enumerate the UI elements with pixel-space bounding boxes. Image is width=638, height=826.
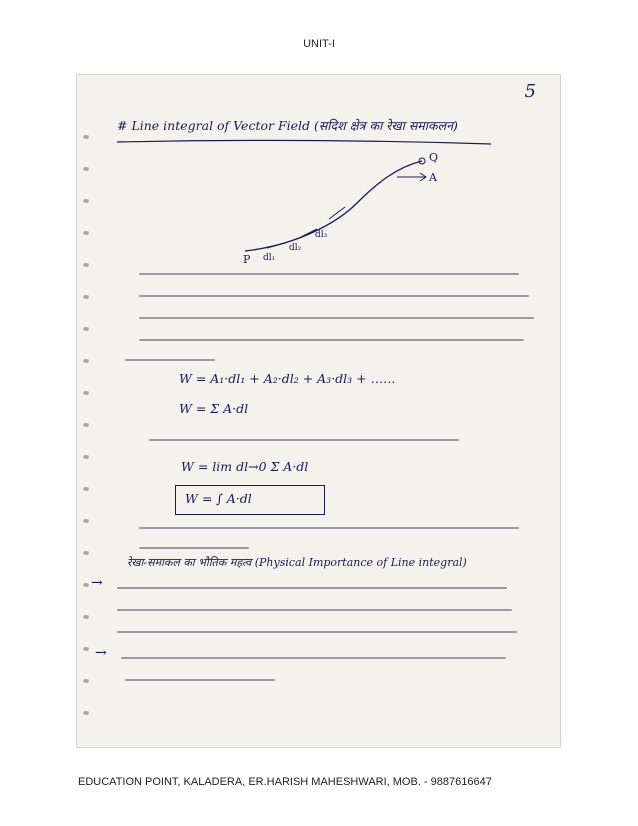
dl3-label: dl₃ [315, 230, 328, 240]
arrow-bullet-icon: → [91, 575, 103, 591]
equation-line-integral: W = ∫ A·dl [185, 491, 252, 506]
dl1-label: dl₁ [263, 253, 276, 263]
line-integral-curve-figure [237, 153, 427, 263]
page-header: UNIT-I [303, 38, 335, 50]
dl2-label: dl₂ [289, 243, 302, 253]
page-footer: EDUCATION POINT, KALADERA, ER.HARISH MAHESHWARI, MOB. - 9887616647 [78, 776, 492, 788]
section-heading-physical-importance: रेखा-समाकल का भौतिक महत्व (Physical Importance of Line integral) [127, 556, 467, 569]
section-heading: # Line integral of Vector Field (सदिश क्षेत्र का रेखा समाकलन) [117, 118, 458, 133]
page-number: 5 [524, 81, 536, 102]
scanned-notebook-page [77, 75, 560, 747]
point-p-label: P [243, 253, 251, 266]
equation-sum-terms: W = A₁·dl₁ + A₂·dl₂ + A₃·dl₃ + …… [179, 371, 396, 386]
vector-a-label: A [429, 171, 437, 184]
equation-summation: W = Σ A·dl [179, 401, 249, 416]
arrow-bullet-icon: → [95, 645, 107, 661]
point-q-label: Q [429, 151, 439, 164]
heading-underline [115, 137, 495, 147]
equation-limit: W = lim dl→0 Σ A·dl [181, 459, 309, 474]
